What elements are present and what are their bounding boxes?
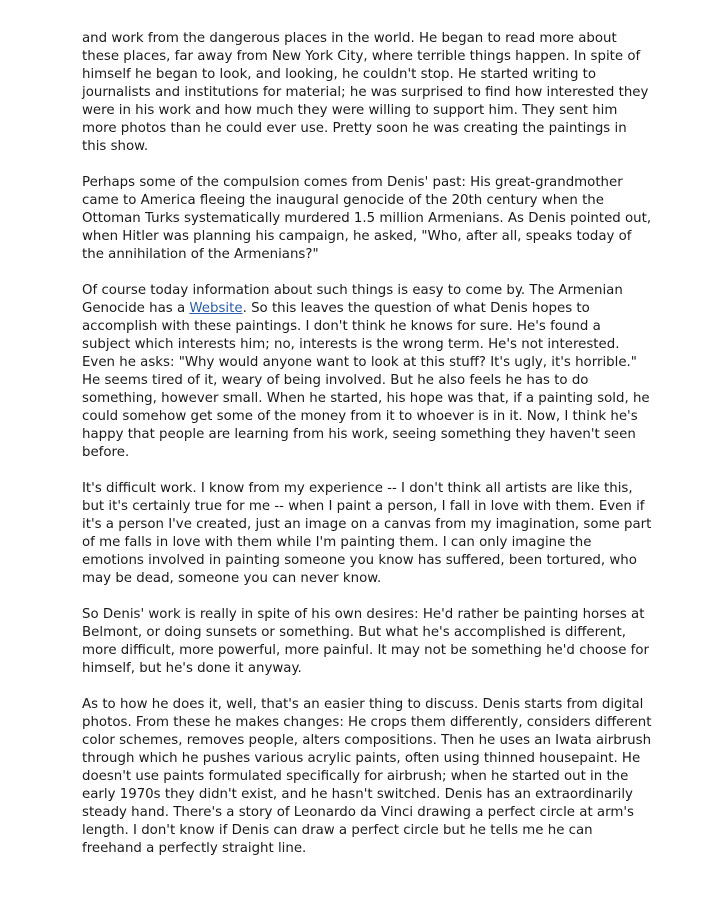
article-body — [82, 30, 652, 876]
paragraph-desires: So Denis' work is really in spite of his own desires: He'd rather be painting horses at Belmont, or doing sunsets or something. But what he's accomplished is different, more difficult, more powerful, more painful. It may not be something he'd choose for himself, but he's done it anyway. — [82, 607, 650, 676]
paragraph-technique: As to how he does it, well, that's an easier thing to discuss. Denis starts from digital photos. From these he makes changes: He crops them differently, considers different color schemes, removes people, alters compositions. Then he uses an Iwata airbrush through which he pushes various acrylic paints, often using thinned housepaint. He doesn't use paints formulated specifically for airbrush; when he started out in the early 1970s they didn't exist, and he hasn't switched. Denis has an extraordinarily steady hand. There's a story of Leonardo da Vinci drawing a perfect circle at arm's length. I don't know if Denis can draw a perfect circle but he tells me he can freehand a perfectly straight line. — [82, 697, 652, 856]
paragraph-purpose-lead: Of course today information about such things is easy to come by. The Armenian Genocide has a — [82, 283, 623, 316]
paragraph-family-history: Perhaps some of the compulsion comes from Denis' past: His great-grandmother came to America fleeing the inaugural genocide of the 20th century when the Ottoman Turks systematically murdered 1.5 million Armenians. As Denis pointed out, when Hitler was planning his campaign, he asked, "Who, after all, speaks today of the annihilation of the Armenians?" — [82, 175, 652, 262]
paragraph-purpose-rest: . So this leaves the question of what Denis hopes to accomplish with these paintings. I don't think he knows for sure. He's found a subject which interests him; no, interests is the wrong term. He's not interested. Even he asks: "Why would anyone want to look at this stuff? It's ugly, it's horrible." He seems tired of it, weary of being involved. But he also feels he has to do something, however small. When he started, his hope was that, if a painting sold, he could somehow get some of the money from it to whoever is in it. Now, I think he's happy that people are learning from his work, seeing something they haven't seen before. — [82, 301, 650, 460]
paragraph-origins: and work from the dangerous places in the world. He began to read more about these places, far away from New York City, where terrible things happen. In spite of himself he began to look, and looking, he couldn't stop. He started writing to journalists and institutions for material; he was surprised to find how interested they were in his work and how much they were willing to support him. They sent him more photos than he could ever use. Pretty soon he was creating the paintings in this show. — [82, 31, 649, 154]
armenian-genocide-website-link[interactable]: Website — [189, 301, 243, 316]
paragraph-difficult-work: It's difficult work. I know from my experience -- I don't think all artists are like this, but it's certainly true for me -- when I paint a person, I fall in love with them. Even if it's a person I've created, just an image on a canvas from my imagination, some part of me falls in love with them while I'm painting them. I can only imagine the emotions involved in painting someone you know has suffered, been tortured, who may be dead, someone you can never know. — [82, 481, 652, 586]
paragraph-purpose — [82, 282, 652, 462]
